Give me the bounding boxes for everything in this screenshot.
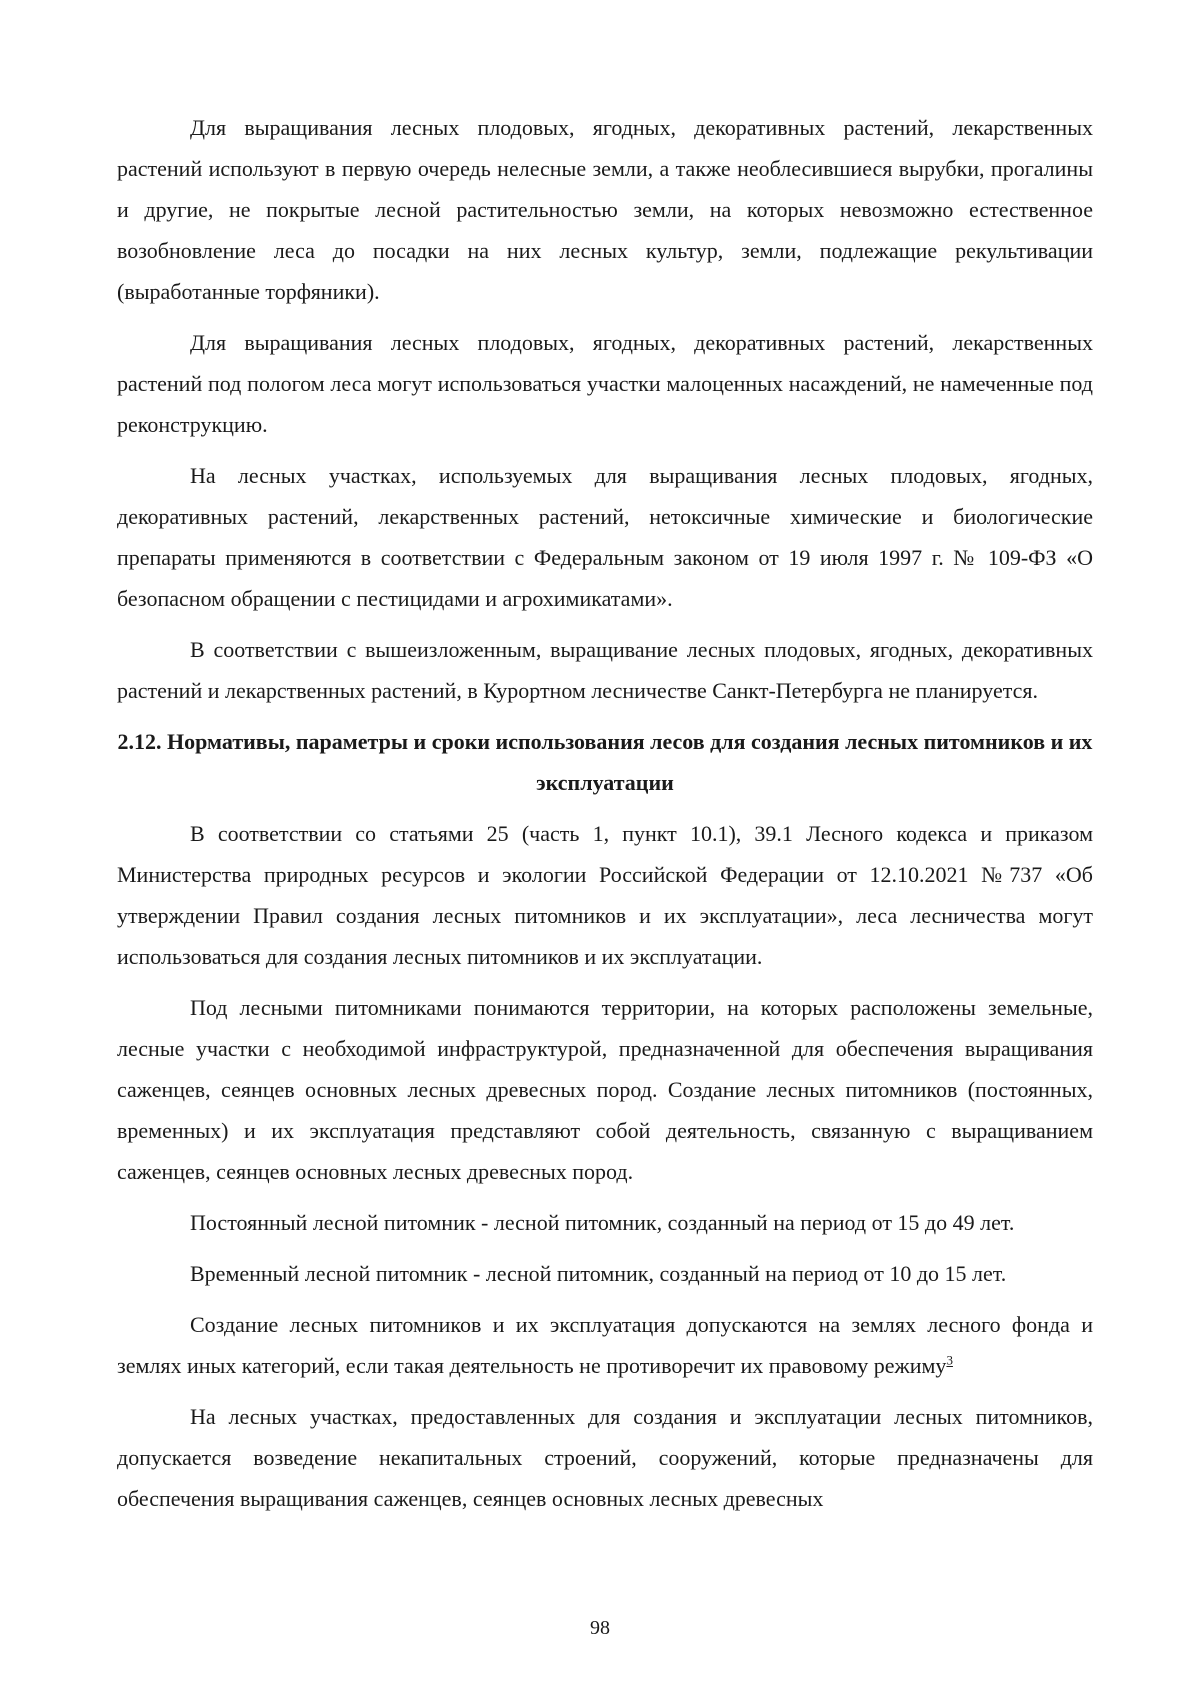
paragraph-temporary-nursery: Временный лесной питомник - лесной питомник, созданный на период от 10 до 15 лет. — [190, 1261, 1007, 1286]
paragraph-legal-basis: В соответствии со статьями 25 (часть 1, пункт 10.1), 39.1 Лесного кодекса и приказом Министерства природных ресурсов и экологии Российской Федерации от 12.10.2021 №737 «Об утверждении Правил создания лесных питомников и их эксплуатации», леса лесничества могут использоваться для создания лесных питомников и их эксплуатации. — [117, 821, 1093, 969]
paragraph-chemicals: На лесных участках, используемых для выращивания лесных плодовых, ягодных, декоративных растений, лекарственных растений, нетоксичные химические и биологические препараты применяются в соответствии с Федеральным законом от 19 июля 1997 г. № 109-ФЗ «О безопасном обращении с пестицидами и агрохимикатами». — [117, 463, 1093, 611]
paragraph-nonforest-lands: Для выращивания лесных плодовых, ягодных, декоративных растений, лекарственных растений используют в первую очередь нелесные земли, а также необлесившиеся вырубки, прогалины и другие, не покрытые лесной растительностью земли, на которых невозможно естественное возобновление леса до посадки на них лесных культур, земли, подлежащие рекультивации (выработанные торфяники). — [117, 115, 1093, 304]
footnote-reference[interactable]: 3 — [946, 1352, 953, 1368]
document-page — [117, 107, 1093, 1529]
paragraph-land-categories — [117, 1304, 1093, 1386]
paragraph-under-canopy: Для выращивания лесных плодовых, ягодных, декоративных растений, лекарственных растений под пологом леса могут использоваться участки малоценных насаждений, не намеченные под реконструкцию. — [117, 330, 1093, 437]
section-heading: 2.12. Нормативы, параметры и сроки использования лесов для создания лесных питомников и их эксплуатации — [117, 729, 1093, 795]
paragraph-land-categories-text: Создание лесных питомников и их эксплуатация допускаются на землях лесного фонда и землях иных категорий, если такая деятельность не противоречит их правовому режиму — [117, 1312, 1093, 1378]
paragraph-structures: На лесных участках, предоставленных для создания и эксплуатации лесных питомников, допускается возведение некапитальных строений, сооружений, которые предназначены для обеспечения выращивания саженцев, сеянцев основных лесных древесных — [117, 1404, 1093, 1511]
page-number: 98 — [590, 1617, 610, 1639]
paragraph-permanent-nursery: Постоянный лесной питомник - лесной питомник, созданный на период от 15 до 49 лет. — [190, 1210, 1015, 1235]
paragraph-nursery-definition: Под лесными питомниками понимаются территории, на которых расположены земельные, лесные участки с необходимой инфраструктурой, предназначенной для обеспечения выращивания саженцев, сеянцев основных лесных древесных пород. Создание лесных питомников (постоянных, временных) и их эксплуатация представляют собой деятельность, связанную с выращиванием саженцев, сеянцев основных лесных древесных пород. — [117, 995, 1093, 1184]
paragraph-not-planned: В соответствии с вышеизложенным, выращивание лесных плодовых, ягодных, декоративных растений и лекарственных растений, в Курортном лесничестве Санкт-Петербурга не планируется. — [117, 637, 1093, 703]
